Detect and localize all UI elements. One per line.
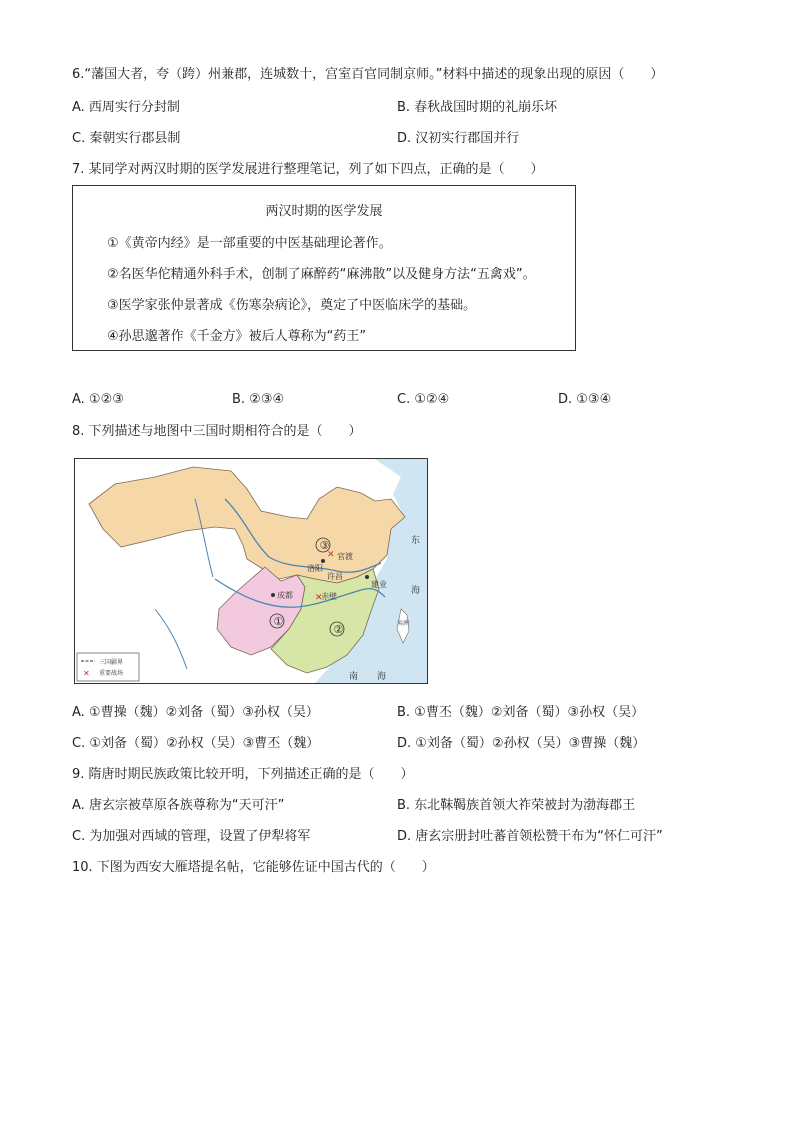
battle-marker-chibi-icon: ✕ [315, 593, 323, 603]
place-chibi: 赤壁 [321, 592, 337, 601]
q6-stem: 6.“藩国大者，夸（跨）州兼郡，连城数十，宫室百官同制京师。”材料中描述的现象出现的原因（ ） [72, 67, 664, 82]
sea-label-south-2: 海 [377, 672, 387, 682]
q7-notes-box [72, 185, 576, 351]
place-xuchang: 许昌 [327, 572, 343, 581]
q7-note-3: ③医学家张仲景著成《伤寒杂病论》，奠定了中医临床学的基础。 [107, 298, 477, 313]
q8-option-c[interactable]: C. ①刘备（蜀）②孙权（吴）③曹丕（魏） [72, 736, 320, 751]
q9-option-b[interactable]: B. 东北靺鞨族首领大祚荣被封为渤海郡王 [397, 798, 636, 813]
q7-note-4: ④孙思邈著作《千金方》被后人尊称为“药王” [107, 329, 367, 344]
region-3-label: ③ [319, 539, 330, 552]
q7-note-1: ①《黄帝内经》是一部重要的中医基础理论著作。 [107, 236, 392, 251]
sea-label-east-2: 海 [411, 586, 421, 596]
q9-option-c[interactable]: C. 为加强对西域的管理，设置了伊犁将军 [72, 829, 311, 844]
q7-option-a[interactable]: A. ①②③ [72, 392, 124, 407]
legend-battle-label: 重要战场 [99, 670, 124, 677]
q7-box-title: 两汉时期的医学发展 [265, 204, 383, 219]
q8-option-a[interactable]: A. ①曹操（魏）②刘备（蜀）③孙权（吴） [72, 705, 319, 720]
q10-stem: 10. 下图为西安大雁塔提名帖，它能够佐证中国古代的（ ） [72, 860, 435, 875]
island-label: 夷洲 [397, 620, 410, 627]
wei-region [89, 467, 405, 583]
q8-option-d[interactable]: D. ①刘备（蜀）②孙权（吴）③曹操（魏） [397, 736, 646, 751]
q7-option-c[interactable]: C. ①②④ [397, 392, 450, 407]
q8-option-b[interactable]: B. ①曹丕（魏）②刘备（蜀）③孙权（吴） [397, 705, 645, 720]
q6-option-d[interactable]: D. 汉初实行郡国并行 [397, 131, 520, 146]
q7-option-d[interactable]: D. ①③④ [558, 392, 612, 407]
place-chengdu: 成都 [277, 591, 293, 600]
chengdu-dot [271, 593, 275, 597]
region-2-label: ② [333, 623, 344, 636]
place-jianye: 建业 [371, 580, 387, 589]
q7-option-b[interactable]: B. ②③④ [232, 392, 285, 407]
jianye-dot [365, 575, 369, 579]
q7-stem: 7. 某同学对两汉时期的医学发展进行整理笔记，列了如下四点，正确的是（ ） [72, 162, 544, 177]
place-luoyang: 洛阳 [307, 564, 323, 573]
q9-option-d[interactable]: D. 唐玄宗册封吐蕃首领松赞干布为“怀仁可汗” [397, 829, 663, 844]
legend-battle-icon: ✕ [83, 669, 90, 678]
sea-label-east-1: 东 [411, 536, 421, 546]
q7-note-2: ②名医华佗精通外科手术，创制了麻醉药“麻沸散”以及健身方法“五禽戏”。 [107, 267, 536, 282]
q9-stem: 9. 隋唐时期民族政策比较开明，下列描述正确的是（ ） [72, 767, 414, 782]
legend-border-label: 三国疆界 [99, 659, 124, 666]
place-guandu: 官渡 [337, 552, 353, 561]
q6-option-c[interactable]: C. 秦朝实行郡县制 [72, 131, 181, 146]
q6-option-b[interactable]: B. 春秋战国时期的礼崩乐坏 [397, 100, 558, 115]
q8-stem: 8. 下列描述与地图中三国时期相符合的是（ ） [72, 424, 362, 439]
southwest-river [155, 609, 187, 669]
map-svg [75, 459, 427, 683]
q6-option-a[interactable]: A. 西周实行分封制 [72, 100, 180, 115]
q9-option-a[interactable]: A. 唐玄宗被草原各族尊称为“天可汗” [72, 798, 285, 813]
luoyang-dot [321, 559, 325, 563]
battle-marker-guandu-icon: ✕ [327, 550, 335, 560]
sea-label-south-1: 南 [349, 672, 359, 682]
region-1-label: ① [273, 615, 284, 628]
three-kingdoms-map [74, 458, 428, 684]
